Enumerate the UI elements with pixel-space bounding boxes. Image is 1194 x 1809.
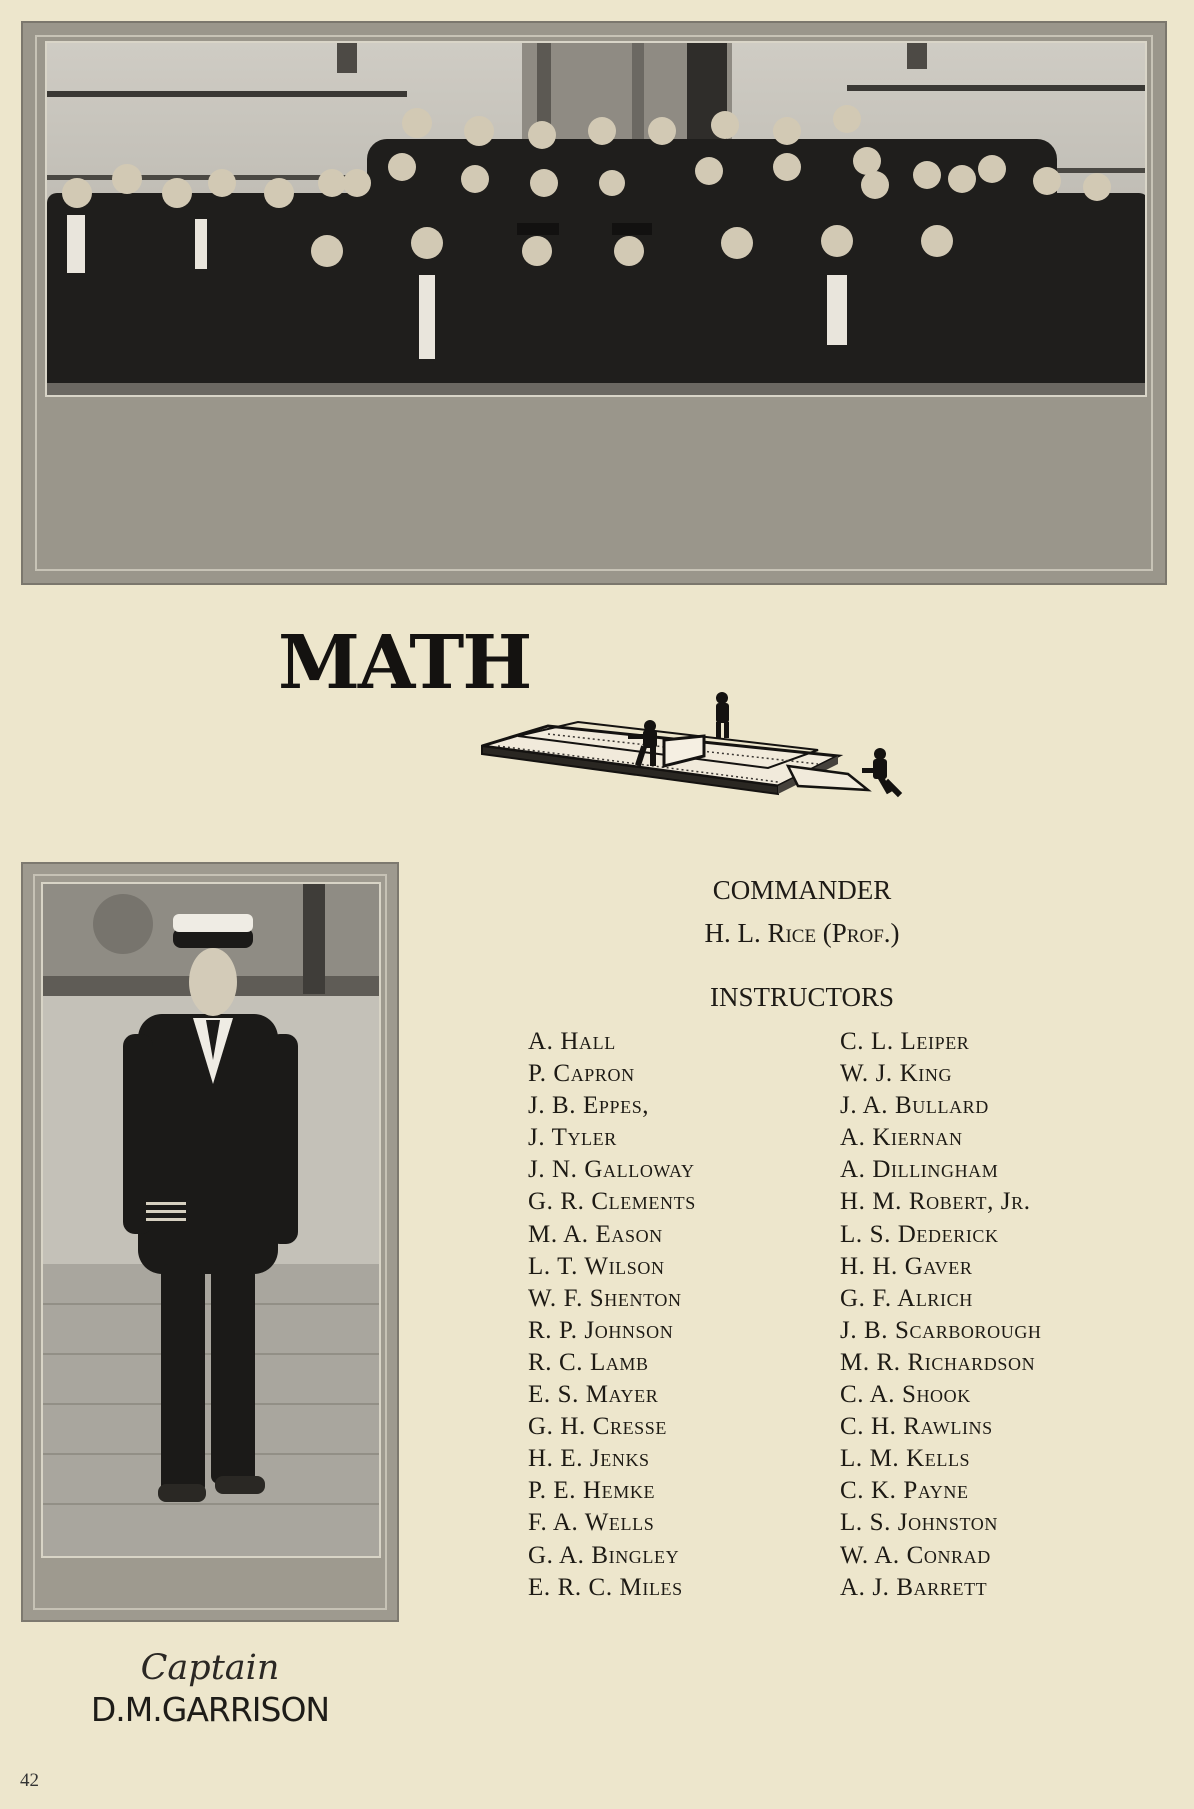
instructor-name: J. Tyler	[528, 1124, 617, 1152]
instructor-name: R. C. Lamb	[528, 1348, 649, 1376]
instructor-name: J. B. Eppes,	[528, 1092, 650, 1120]
instructor-name: G. R. Clements	[528, 1188, 696, 1216]
instructor-name: J. A. Bullard	[840, 1092, 989, 1120]
caption-rank: Captain	[140, 1648, 280, 1688]
instructor-name: G. A. Bingley	[528, 1541, 680, 1569]
instructor-name: J. B. Scarborough	[840, 1316, 1042, 1344]
instructor-name: H. M. Robert, Jr.	[840, 1188, 1031, 1216]
instructor-name: F. A. Wells	[528, 1509, 655, 1537]
commander-name: H. L. Rice (Prof.)	[704, 918, 900, 948]
instructor-name: E. S. Mayer	[528, 1381, 659, 1409]
instructor-name: M. A. Eason	[528, 1220, 663, 1248]
captain-portrait	[21, 862, 399, 1622]
instructor-name: C. A. Shook	[840, 1381, 971, 1409]
portrait-caption	[40, 1648, 380, 1729]
instructor-name: P. Capron	[528, 1060, 635, 1088]
instructor-name: A. Dillingham	[840, 1156, 999, 1184]
instructor-name: W. F. Shenton	[528, 1284, 682, 1312]
instructor-name: M. R. Richardson	[840, 1348, 1036, 1376]
instructor-name: W. A. Conrad	[840, 1541, 991, 1569]
instructor-name: E. R. C. Miles	[528, 1573, 683, 1601]
instructor-name: A. Kiernan	[840, 1124, 963, 1152]
group-photo-image	[45, 41, 1147, 397]
instructor-name: R. P. Johnson	[528, 1316, 674, 1344]
instructor-name: C. K. Payne	[840, 1477, 969, 1505]
instructor-name: L. M. Kells	[840, 1445, 971, 1473]
commander-heading: COMMANDER	[712, 875, 892, 905]
captain-portrait-image	[41, 882, 381, 1558]
page-number: 42	[20, 1770, 39, 1791]
department-title: MATH	[278, 620, 531, 706]
group-photo-illustration	[47, 43, 1147, 397]
instructor-name: L. S. Dederick	[840, 1220, 999, 1248]
instructor-name: P. E. Hemke	[528, 1477, 656, 1505]
instructor-name: J. N. Galloway	[528, 1156, 695, 1184]
instructors-left-column	[528, 1026, 696, 1604]
instructor-name: W. J. King	[840, 1060, 953, 1088]
instructor-name: L. S. Johnston	[840, 1509, 998, 1537]
instructor-name: C. H. Rawlins	[840, 1413, 993, 1441]
instructor-name: G. F. Alrich	[840, 1284, 973, 1312]
instructors-right-column	[840, 1026, 1042, 1604]
instructor-name: C. L. Leiper	[840, 1028, 970, 1055]
slide-rule-illustration	[478, 690, 924, 810]
instructor-name: A. Hall	[528, 1028, 616, 1055]
instructor-name: G. H. Cresse	[528, 1413, 668, 1441]
portrait-illustration	[43, 884, 381, 1558]
instructors-heading: INSTRUCTORS	[709, 982, 895, 1012]
group-photo	[21, 21, 1167, 585]
instructor-name: H. H. Gaver	[840, 1252, 973, 1280]
caption-name: D.M.GARRISON	[90, 1690, 330, 1729]
instructor-name: A. J. Barrett	[840, 1573, 988, 1601]
instructor-name: H. E. Jenks	[528, 1445, 650, 1473]
instructor-name: L. T. Wilson	[528, 1252, 665, 1280]
